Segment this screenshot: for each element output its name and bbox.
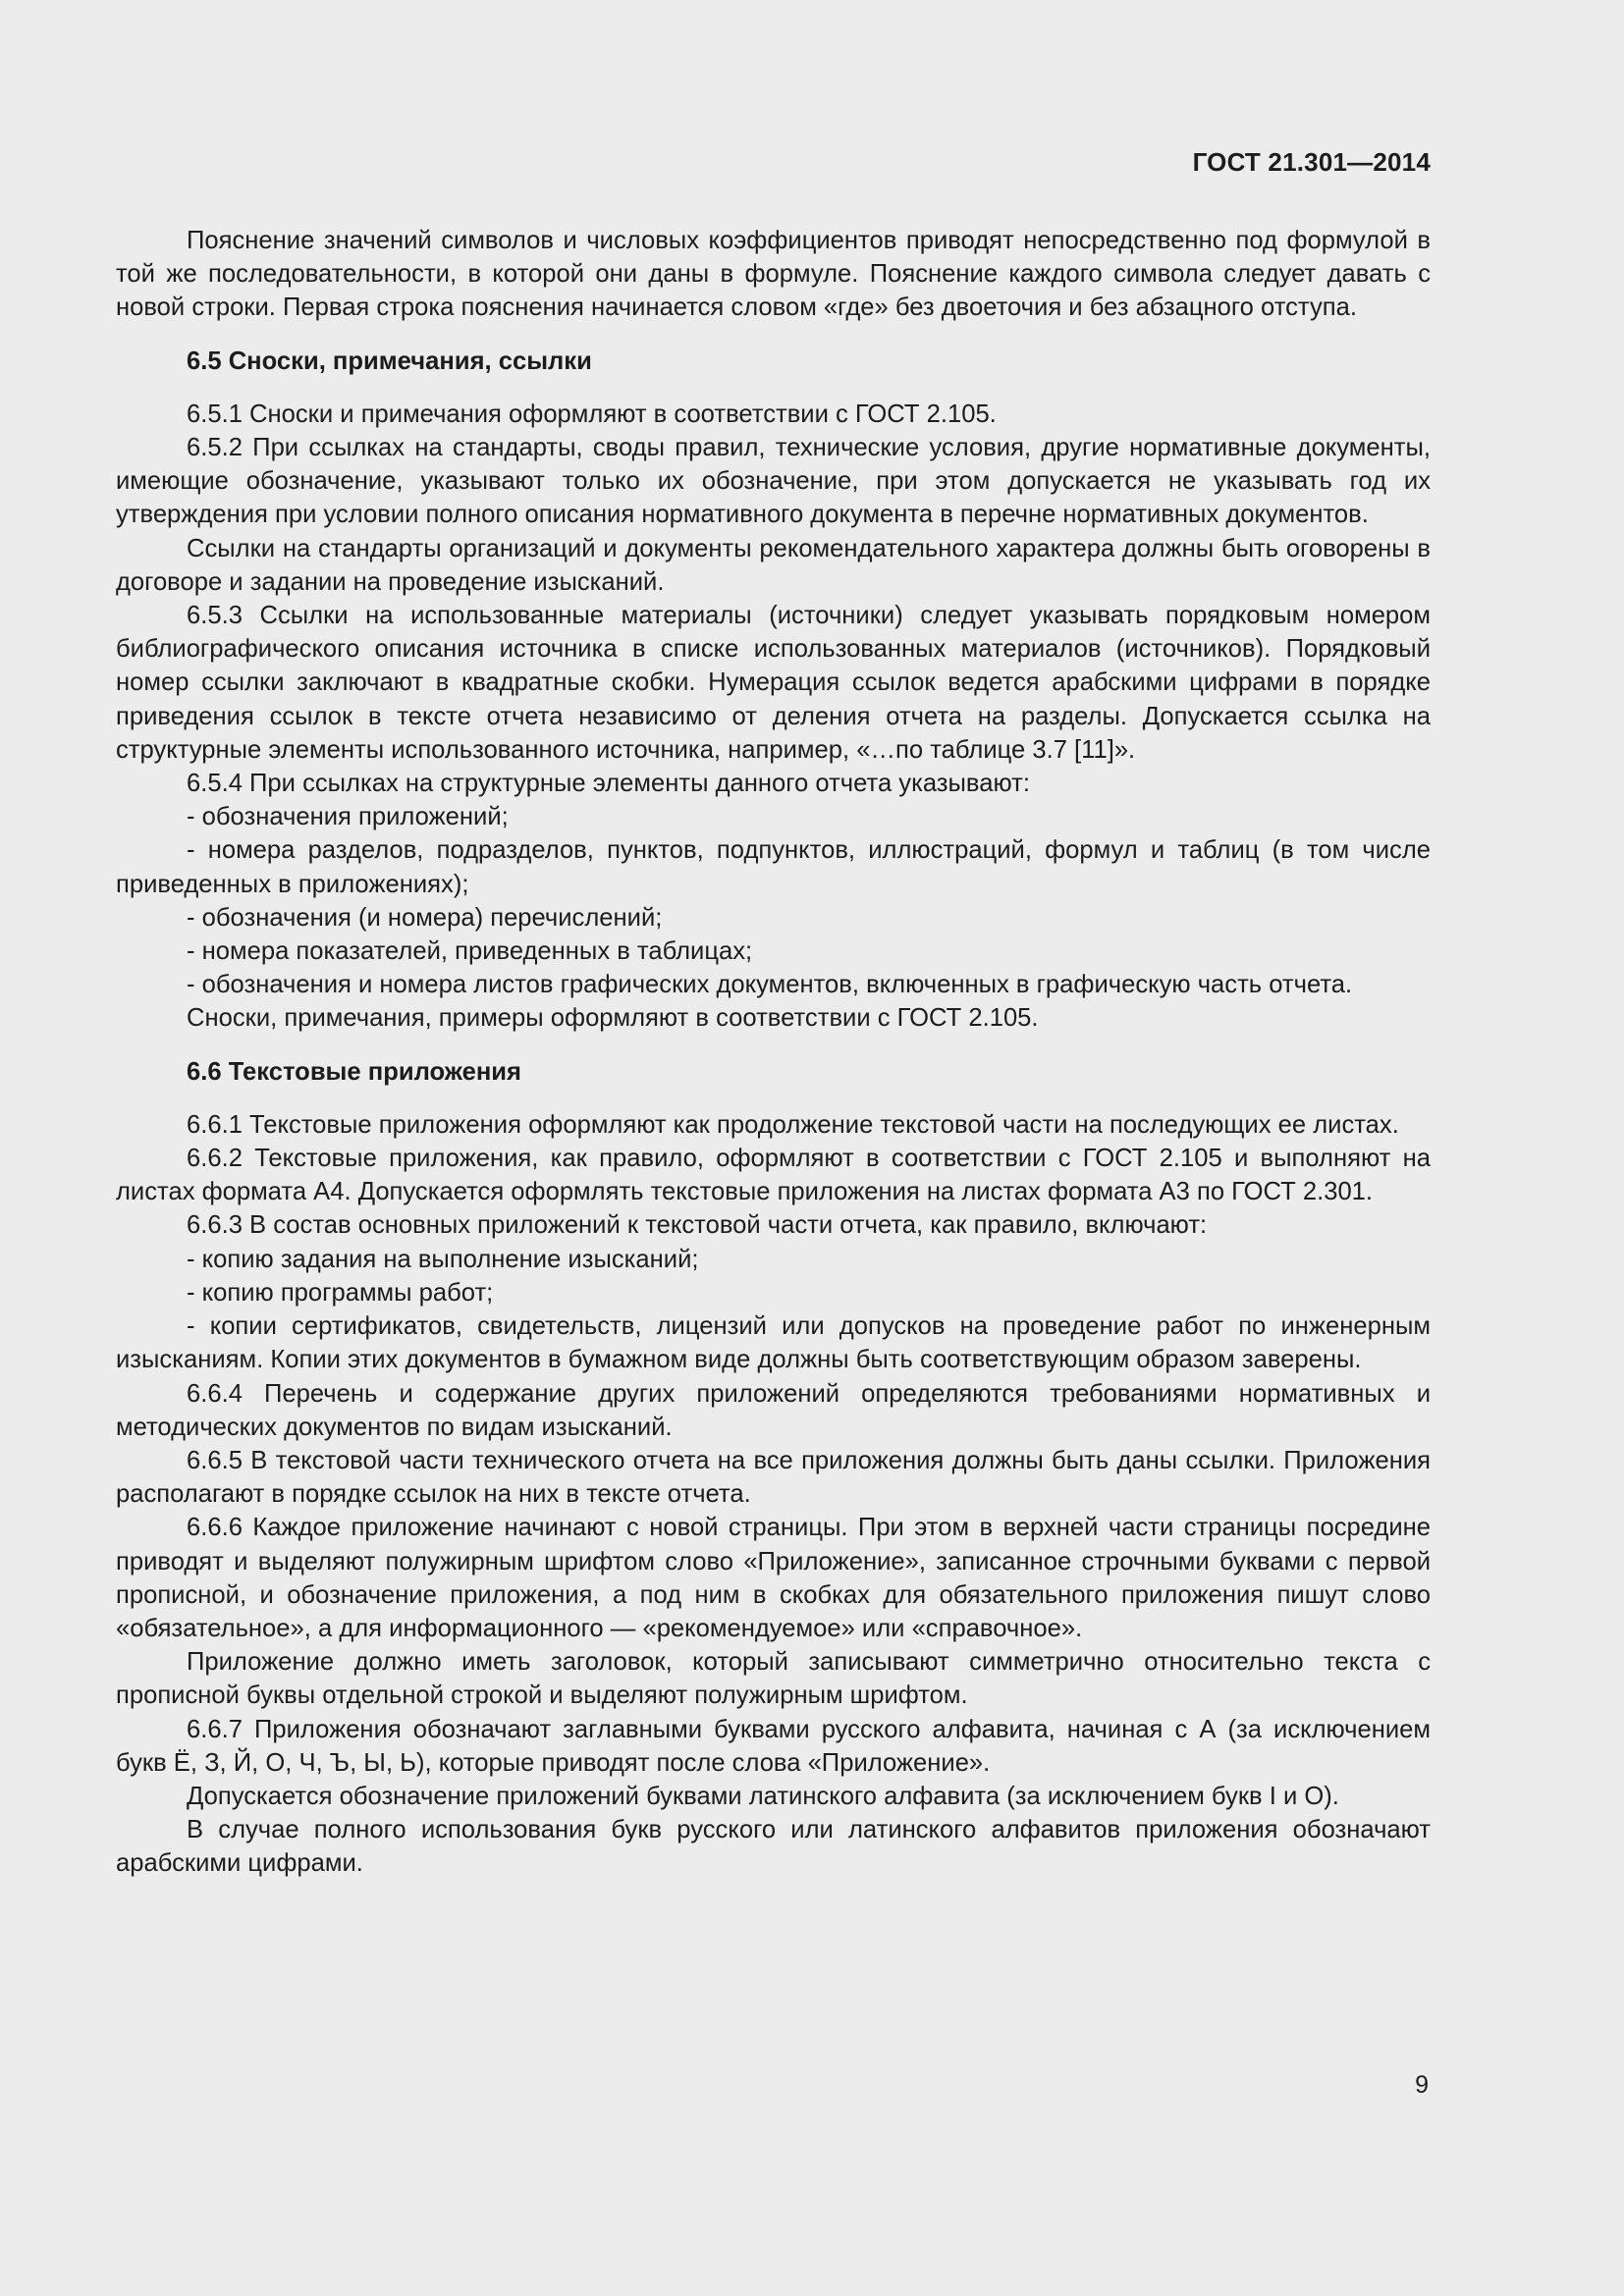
paragraph-6-6-4: 6.6.4 Перечень и содержание других приложений определяются требованиями нормативных и методических документов по видам изысканий. xyxy=(116,1379,1431,1441)
paragraph-6-6-2: 6.6.2 Текстовые приложения, как правило, оформляют в соответствии с ГОСТ 2.105 и выполняют на листах формата А4. Допускается оформлять текстовые приложения на листах формата А3 по ГОСТ 2.301. xyxy=(116,1145,1431,1206)
paragraph-footnotes-note: Сноски, примечания, примеры оформляют в соответствии с ГОСТ 2.105. xyxy=(187,1004,1039,1033)
list-item: - обозначения приложений; xyxy=(187,803,509,831)
paragraph-6-6-7: 6.6.7 Приложения обозначают заглавными буквами русского алфавита, начиная с А (за исключением букв Ё, З, Й, О, Ч, Ъ, Ы, Ь), которые приводят после слова «Приложение». xyxy=(116,1715,1431,1777)
paragraph-6-5-1: 6.5.1 Сноски и примечания оформляют в соответствии с ГОСТ 2.105. xyxy=(187,400,997,428)
intro-paragraph: Пояснение значений символов и числовых коэффициентов приводят непосредственно под формулой в той же последовательности, в которой они даны в формуле. Пояснение каждого символа следует давать с новой строки. Первая строка пояснения начинается словом «где» без двоеточия и без абзацного отступа. xyxy=(116,227,1431,322)
paragraph-6-5-3: 6.5.3 Ссылки на использованные материалы (источники) следует указывать порядковым номером библиографического описания источника в списке использованных материалов (источников). Порядковый номер ссылки заключают в квадратные скобки. Нумерация ссылок ведется арабскими цифрами в порядке приведения ссылок в тексте отчета независимо от деления отчета на разделы. Допускается ссылка на структурные элементы использованного источника, например, «…по таблице 3.7 [11]». xyxy=(116,602,1431,764)
paragraph-6-6-6: 6.6.6 Каждое приложение начинают с новой страницы. При этом в верхней части страницы посредине приводят и выделяют полужирным шрифтом слово «Приложение», записанное строчными буквами с первой прописной, и обозначение приложения, а под ним в скобках для обязательного приложения пишут слово «обязательное», а для информационного — «рекомендуемое» или «справочное». xyxy=(116,1514,1431,1642)
paragraph-appendix-title-rule: Приложение должно иметь заголовок, который записывают симметрично относительно текста с прописной буквы отдельной строкой и выделяют полужирным шрифтом. xyxy=(116,1648,1431,1710)
paragraph-6-6-1: 6.6.1 Текстовые приложения оформляют как продолжение текстовой части на последующих ее листах. xyxy=(187,1110,1399,1139)
paragraph-arabic-numerals: В случае полного использования букв русского или латинского алфавитов приложения обозначают арабскими цифрами. xyxy=(116,1816,1431,1878)
section-6-6-heading: 6.6 Текстовые приложения xyxy=(187,1057,521,1086)
paragraph-6-5-2-references: Ссылки на стандарты организаций и документы рекомендательного характера должны быть оговорены в договоре и задании на проведение изысканий. xyxy=(116,534,1431,596)
list-item: - копии сертификатов, свидетельств, лицензий или допусков на проведение работ по инженерным изысканиям. Копии этих документов в бумажном виде должны быть соответствующим образом заверены. xyxy=(116,1312,1431,1374)
paragraph-latin-alphabet: Допускается обозначение приложений буквами латинского алфавита (за исключением букв I и O). xyxy=(187,1782,1339,1810)
document-code-header: ГОСТ 21.301—2014 xyxy=(1192,147,1431,177)
paragraph-6-5-4: 6.5.4 При ссылках на структурные элементы данного отчета указывают: xyxy=(187,770,1030,798)
section-6-6-body xyxy=(116,1108,1431,1881)
section-6-5-body xyxy=(116,398,1431,1036)
page-number: 9 xyxy=(1415,2071,1429,2099)
list-item: - номера разделов, подразделов, пунктов, подпунктов, иллюстраций, формул и таблиц (в том числе приведенных в приложениях); xyxy=(116,836,1431,898)
list-item: - номера показателей, приведенных в таблицах; xyxy=(187,937,753,966)
section-6-5-heading: 6.5 Сноски, примечания, ссылки xyxy=(187,347,592,375)
paragraph-6-6-5: 6.6.5 В текстовой части технического отчета на все приложения должны быть даны ссылки. Приложения располагают в порядке ссылок на них в тексте отчета. xyxy=(116,1446,1431,1509)
paragraph-6-6-3: 6.6.3 В состав основных приложений к текстовой части отчета, как правило, включают: xyxy=(187,1211,1208,1240)
list-item: - обозначения (и номера) перечислений; xyxy=(187,903,663,932)
list-item: - обозначения и номера листов графических документов, включенных в графическую часть отчета. xyxy=(187,971,1353,999)
page-content xyxy=(116,224,1431,1881)
list-item: - копию задания на выполнение изысканий; xyxy=(187,1245,699,1273)
list-item: - копию программы работ; xyxy=(187,1278,494,1307)
paragraph-6-5-2: 6.5.2 При ссылках на стандарты, своды правил, технические условия, другие нормативные документы, имеющие обозначение, указывают только их обозначение, при этом допускается не указывать год их утверждения при условии полного описания нормативного документа в перечне нормативных документов. xyxy=(116,434,1431,529)
